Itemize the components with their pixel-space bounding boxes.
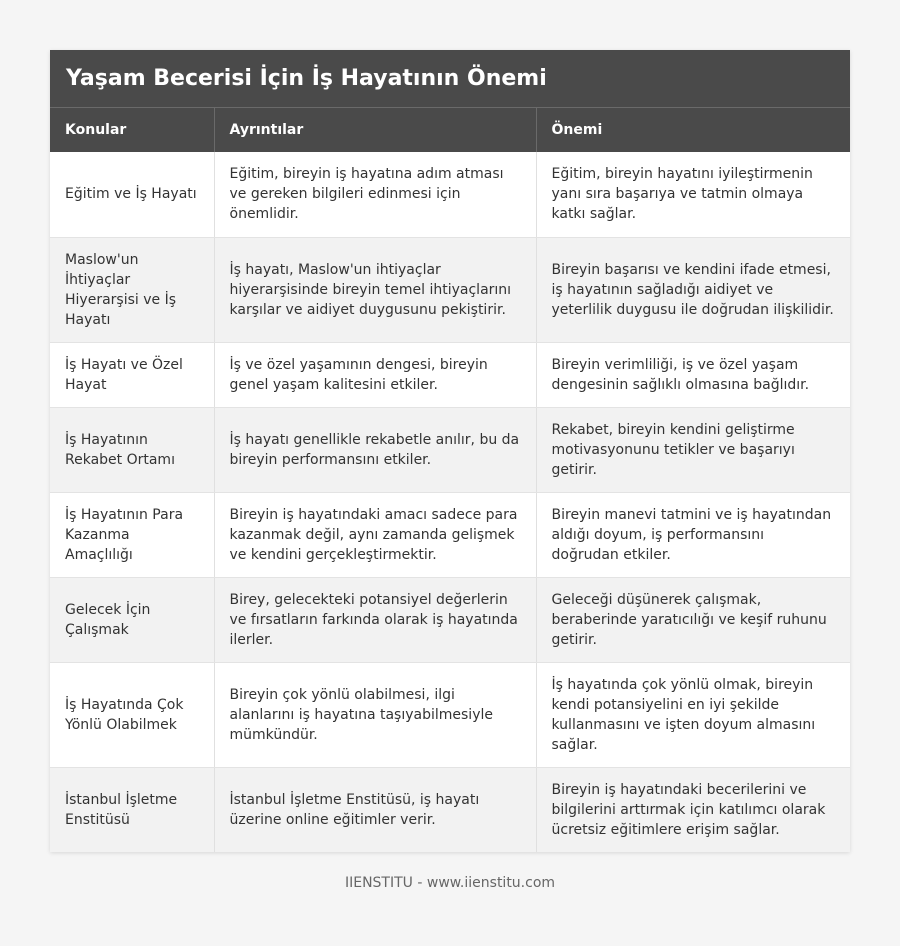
table-row <box>50 407 850 492</box>
table-row <box>50 767 850 852</box>
cell-details: Bireyin çok yönlü olabilmesi, ilgi alanlarını iş hayatına taşıyabilmesiyle mümkündür. <box>214 662 536 767</box>
cell-topic: Eğitim ve İş Hayatı <box>50 152 214 237</box>
cell-topic: İş Hayatı ve Özel Hayat <box>50 342 214 407</box>
column-header-konular: Konular <box>50 108 214 152</box>
footer-credit: IIENSTITU - www.iienstitu.com <box>344 875 556 891</box>
cell-details: Bireyin iş hayatındaki amacı sadece para kazanmak değil, aynı zamanda gelişmek ve kendini gerçekleştirmektir. <box>214 492 536 577</box>
table-row <box>50 577 850 662</box>
cell-topic: İstanbul İşletme Enstitüsü <box>50 767 214 852</box>
table-card <box>50 50 850 852</box>
table-row <box>50 492 850 577</box>
column-header-onemi: Önemi <box>536 108 850 152</box>
table-row <box>50 237 850 342</box>
cell-importance: Bireyin verimliliği, iş ve özel yaşam dengesinin sağlıklı olmasına bağlıdır. <box>536 342 850 407</box>
cell-importance: Bireyin iş hayatındaki becerilerini ve bilgilerini arttırmak için katılımcı olarak ücretsiz eğitimlere erişim sağlar. <box>536 767 850 852</box>
cell-importance: Rekabet, bireyin kendini geliştirme motivasyonunu tetikler ve başarıyı getirir. <box>536 407 850 492</box>
cell-topic: Gelecek İçin Çalışmak <box>50 577 214 662</box>
table-row <box>50 662 850 767</box>
cell-details: İş hayatı genellikle rekabetle anılır, bu da bireyin performansını etkiler. <box>214 407 536 492</box>
cell-details: Birey, gelecekteki potansiyel değerlerin ve fırsatların farkında olarak iş hayatında ilerler. <box>214 577 536 662</box>
column-header-ayrintilar: Ayrıntılar <box>214 108 536 152</box>
header-row <box>50 108 850 152</box>
cell-importance: Geleceği düşünerek çalışmak, beraberinde yaratıcılığı ve keşif ruhunu getirir. <box>536 577 850 662</box>
cell-importance: Bireyin manevi tatmini ve iş hayatından aldığı doyum, iş performansını doğrudan etkiler. <box>536 492 850 577</box>
cell-topic: İş Hayatında Çok Yönlü Olabilmek <box>50 662 214 767</box>
data-table <box>50 108 850 852</box>
table-title: Yaşam Becerisi İçin İş Hayatının Önemi <box>50 50 850 108</box>
table-row <box>50 342 850 407</box>
table-row <box>50 152 850 237</box>
cell-importance: Bireyin başarısı ve kendini ifade etmesi, iş hayatının sağladığı aidiyet ve yeterlilik duygusu ile doğrudan ilişkilidir. <box>536 237 850 342</box>
cell-details: Eğitim, bireyin iş hayatına adım atması ve gereken bilgileri edinmesi için önemlidir. <box>214 152 536 237</box>
cell-importance: İş hayatında çok yönlü olmak, bireyin kendi potansiyelini en iyi şekilde kullanmasını ve işten doyum almasını sağlar. <box>536 662 850 767</box>
cell-details: İş ve özel yaşamının dengesi, bireyin genel yaşam kalitesini etkiler. <box>214 342 536 407</box>
cell-topic: İş Hayatının Para Kazanma Amaçlılığı <box>50 492 214 577</box>
cell-details: İş hayatı, Maslow'un ihtiyaçlar hiyerarşisinde bireyin temel ihtiyaçlarını karşılar ve aidiyet duygusunu pekiştirir. <box>214 237 536 342</box>
cell-details: İstanbul İşletme Enstitüsü, iş hayatı üzerine online eğitimler verir. <box>214 767 536 852</box>
cell-topic: Maslow'un İhtiyaçlar Hiyerarşisi ve İş Hayatı <box>50 237 214 342</box>
cell-topic: İş Hayatının Rekabet Ortamı <box>50 407 214 492</box>
cell-importance: Eğitim, bireyin hayatını iyileştirmenin yanı sıra başarıya ve tatmin olmaya katkı sağlar. <box>536 152 850 237</box>
